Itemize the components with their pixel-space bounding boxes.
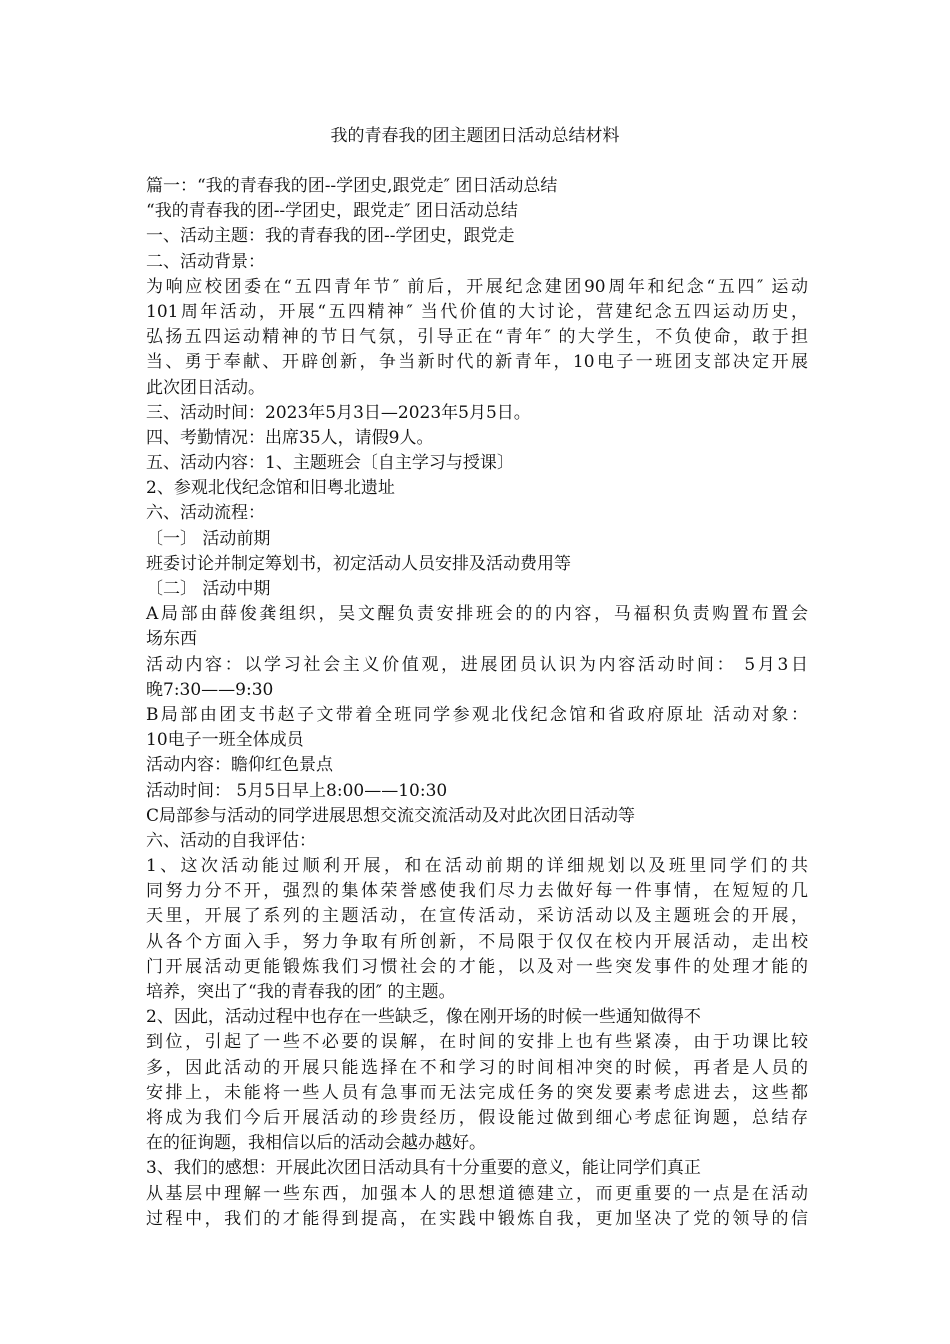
text-line: 一、活动主题：我的青春我的团--学团史，跟党走 (146, 226, 515, 247)
text-line: 二、活动背景： (146, 251, 265, 272)
text-line: 从各个方面入手，努力争取有所创新，不局限于仅仅在校内开展活动，走出校 (146, 931, 808, 952)
text-line: 1、这次活动能过顺利开展，和在活动前期的详细规划以及班里同学们的共 (146, 856, 808, 877)
text-line: 过程中，我们的才能得到提高，在实践中锻炼自我，更加坚决了党的领导的信 (146, 1208, 808, 1229)
text-line: 弘扬五四运动精神的节日气氛，引导正在“青年″ 的大学生，不负使命，敢于担 (146, 327, 808, 348)
text-line: 将成为我们今后开展活动的珍贵经历，假设能过做到细心考虑征询题，总结存 (146, 1107, 808, 1128)
text-line: 在的征询题，我相信以后的活动会越办越好。 (146, 1133, 486, 1154)
text-line: 活动内容：瞻仰红色景点 (146, 755, 333, 776)
text-line: 五、活动内容：1、主题班会〔自主学习与授课〕 (146, 453, 514, 474)
text-line: 101周年活动，开展“五四精神″ 当代价值的大讨论，营建纪念五四运动历史， (146, 301, 808, 322)
text-line: C局部参与活动的同学进展思想交流交流活动及对此次团日活动等 (146, 805, 636, 826)
text-line: 篇一：“我的青春我的团--学团史,跟党走″ 团日活动总结 (146, 176, 558, 196)
text-line: 六、活动流程： (146, 503, 265, 524)
document-body (146, 174, 808, 1232)
text-line: 场东西 (146, 629, 197, 650)
text-line: 2、因此，活动过程中也存在一些缺乏，像在刚开场的时候一些通知做得不 (146, 1007, 701, 1028)
text-line: 班委讨论并制定筹划书，初定活动人员安排及活动费用等 (146, 553, 571, 574)
text-line: 为响应校团委在“五四青年节″ 前后，开展纪念建团90周年和纪念“五四″ 运动 (146, 276, 808, 297)
text-line: 安排上，未能将一些人员有急事而无法完成任务的突发要素考虑进去，这些都 (146, 1082, 808, 1103)
text-line: 天里，开展了系列的主题活动，在宣传活动，采访活动以及主题班会的开展， (146, 906, 808, 927)
text-line: 3、我们的感想：开展此次团日活动具有十分重要的意义，能让同学们真正 (146, 1158, 701, 1179)
text-line: 当、勇于奉献、开辟创新，争当新时代的新青年，10电子一班团支部决定开展 (146, 352, 808, 373)
text-line: 晚7:30——9:30 (146, 679, 274, 700)
text-line: 此次团日活动。 (146, 377, 265, 398)
text-line: 培养，突出了“我的青春我的团″ 的主题。 (146, 982, 456, 1002)
text-line: 10电子一班全体成员 (146, 730, 304, 751)
text-line: 六、活动的自我评估： (146, 830, 316, 851)
text-line: 三、活动时间：2023年5月3日—2023年5月5日。 (146, 402, 531, 423)
text-line: 到位，引起了一些不必要的误解，在时间的安排上也有些紧凑，由于功课比较 (146, 1032, 808, 1053)
text-line: “我的青春我的团--学团史，跟党走″ 团日活动总结 (146, 201, 518, 222)
text-line: 从基层中理解一些东西，加强本人的思想道德建立，而更重要的一点是在活动 (146, 1183, 808, 1204)
text-line: 同努力分不开，强烈的集体荣誉感使我们尽力去做好每一件事情，在短短的几 (146, 881, 808, 902)
text-line: 门开展活动更能锻炼我们习惯社会的才能，以及对一些突发事件的处理才能的 (146, 956, 808, 977)
text-line: 2、参观北伐纪念馆和旧粤北遗址 (146, 478, 395, 499)
text-line: 多，因此活动的开展只能选择在不和学习的时间相冲突的时候，再者是人员的 (146, 1057, 808, 1078)
text-line: B局部由团支书赵子文带着全班同学参观北伐纪念馆和省政府原址 活动对象： (146, 704, 808, 725)
text-line: 〔二〕 活动中期 (146, 579, 271, 599)
document-title: 我的青春我的团主题团日活动总结材料 (330, 126, 620, 146)
text-line: 活动时间： 5月5日早上8:00——10:30 (146, 780, 448, 801)
text-line: 活动内容：以学习社会主义价值观，进展团员认识为内容活动时间： 5月3日 (146, 654, 808, 675)
text-line: A局部由薛俊龚组织，吴文醒负责安排班会的的内容，马福积负责购置布置会 (146, 604, 808, 625)
text-line: 四、考勤情况：出席35人，请假9人。 (146, 427, 434, 448)
text-line: 〔一〕 活动前期 (146, 528, 271, 549)
